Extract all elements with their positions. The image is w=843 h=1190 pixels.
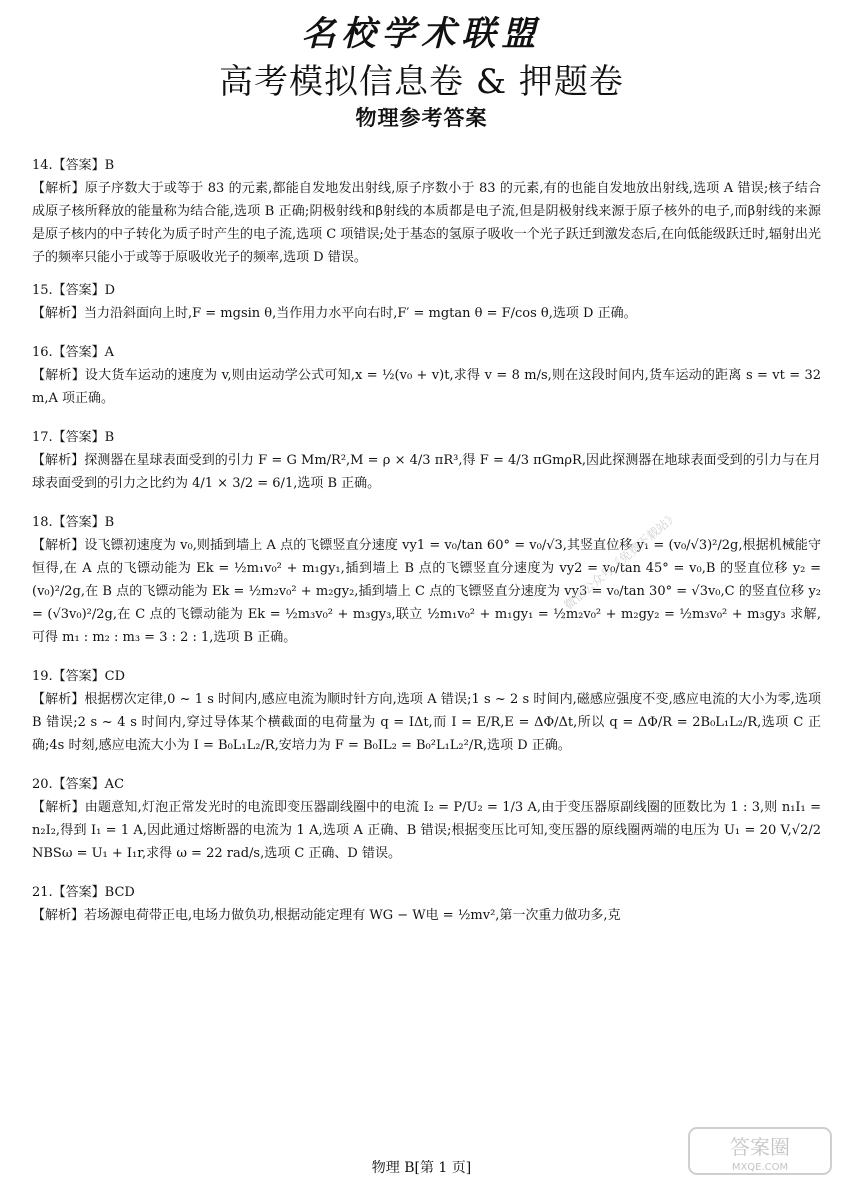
question-15 [32, 279, 821, 325]
question-20 [32, 773, 821, 865]
question-14 [32, 154, 821, 269]
answer-content [32, 150, 821, 927]
answer-key-subtitle: 物理参考答案 [355, 105, 488, 130]
answer-line: 19.【答案】CD [32, 669, 126, 684]
analysis-paragraph: 【解析】设飞镖初速度为 v₀,则插到墙上 A 点的飞镖竖直分速度 vy1 = v₀/tan 60° = v₀/√3,其竖直位移 y₁ = (v₀/√3)²/2g,根据机械能守恒得,在 A 点的飞镖动能为 Ek = ½m₁v₀² + m₁gy₁,插到墙上 B 点的飞镖竖直分速度为 vy2 = v₀/tan 45° = v₀,B 的竖直位移 y₂ = (v₀)²/2g,在 B 点的飞镖动能为 Ek = ½m₂v₀² + m₂gy₂,插到墙上 C 点的飞镖竖直分速度为 vy3 = v₀/tan 30° = √3v₀,C 的竖直位移 y₂ = (√3v₀)²/2g,在 C 点的飞镖动能为 Ek = ½m₃v₀² + m₃gy₃,联立 ½m₁v₀² + m₁gy₁ = ½m₂v₀² + m₂gy₂ = ½m₃v₀² + m₃gy₃ 求解,可得 m₁ : m₂ : m₃ = 3 : 2 : 1,选项 B 正确。 [32, 538, 821, 645]
answer-line: 21.【答案】BCD [32, 885, 135, 900]
brand-title: 名校学术联盟 [301, 14, 542, 54]
watermark-text: 微信公众号《免费下载站》 [561, 508, 681, 613]
analysis-paragraph: 【解析】根据楞次定律,0 ~ 1 s 时间内,感应电流为顺时针方向,选项 A 错误;1 s ~ 2 s 时间内,磁感应强度不变,感应电流的大小为零,选项 B 错误;2 s ~ 4 s 时间内,穿过导体某个横截面的电荷量为 q = IΔt,而 I = E/R,E = ΔΦ/Δt,所以 q = ΔΦ/R = 2B₀L₁L₂/R,选项 C 正确;4s 时刻,感应电流大小为 I = B₀L₁L₂/R,安培力为 F = B₀IL₂ = B₀²L₁L₂²/R,选项 D 正确。 [32, 692, 821, 753]
page-footer: 物理 B[第 1 页] [371, 1160, 472, 1176]
analysis-paragraph: 【解析】原子序数大于或等于 83 的元素,都能自发地发出射线,原子序数小于 83 的元素,有的也能自发地放出射线,选项 A 错误;核子结合成原子核所释放的能量称为结合能,选项 B 正确;阴极射线和β射线的本质都是电子流,但是阴极射线来源于原子核外的电子,而β射线的来源是原子核内的中子转化为质子时产生的电子流,选项 C 项错误;处于基态的氢原子吸收一个光子跃迁到激发态后,在向低能级跃迁时,辐射出光子的频率只能小于或等于原吸收光子的频率,选项 D 错误。 [32, 181, 821, 265]
answer-line: 14.【答案】B [32, 158, 115, 173]
question-18 [32, 511, 821, 649]
logo-text: 答案圈 [730, 1135, 790, 1159]
analysis-paragraph: 【解析】当力沿斜面向上时,F = mgsin θ,当作用力水平向右时,F′ = mgtan θ = F/cos θ,选项 D 正确。 [32, 306, 637, 321]
question-16 [32, 341, 821, 410]
question-17 [32, 426, 821, 495]
analysis-paragraph: 【解析】设大货车运动的速度为 v,则由运动学公式可知,x = ½(v₀ + v)t,求得 v = 8 m/s,则在这段时间内,货车运动的距离 s = vt = 32 m,A 项正确。 [32, 368, 821, 406]
answer-line: 18.【答案】B [32, 515, 115, 530]
answer-line: 20.【答案】AC [32, 777, 125, 792]
answer-line: 16.【答案】A [32, 345, 115, 360]
question-21 [32, 881, 821, 927]
answer-line: 15.【答案】D [32, 283, 116, 298]
analysis-paragraph: 【解析】若场源电荷带正电,电场力做负功,根据动能定理有 WG − W电 = ½mv²,第一次重力做功多,克 [32, 908, 621, 923]
logo-subtext: MXQE.COM [731, 1162, 789, 1173]
answer-line: 17.【答案】B [32, 430, 115, 445]
exam-title: 高考模拟信息卷 & 押题卷 [219, 62, 624, 102]
question-19 [32, 665, 821, 757]
analysis-paragraph: 【解析】探测器在星球表面受到的引力 F = G Mm/R²,M = ρ × 4/3 πR³,得 F = 4/3 πGmρR,因此探测器在地球表面受到的引力与在月球表面受到的引力之比约为 4/1 × 3/2 = 6/1,选项 B 正确。 [32, 453, 821, 491]
analysis-paragraph: 【解析】由题意知,灯泡正常发光时的电流即变压器副线圈中的电流 I₂ = P/U₂ = 1/3 A,由于变压器原副线圈的匝数比为 1 : 3,则 n₁I₁ = n₂I₂,得到 I₁ = 1 A,因此通过熔断器的电流为 1 A,选项 A 正确、B 错误;根据变压比可知,变压器的原线圈两端的电压为 U₁ = 20 V,√2/2 NBSω = U₁ + I₁r,求得 ω = 22 rad/s,选项 C 正确、D 错误。 [32, 800, 821, 861]
